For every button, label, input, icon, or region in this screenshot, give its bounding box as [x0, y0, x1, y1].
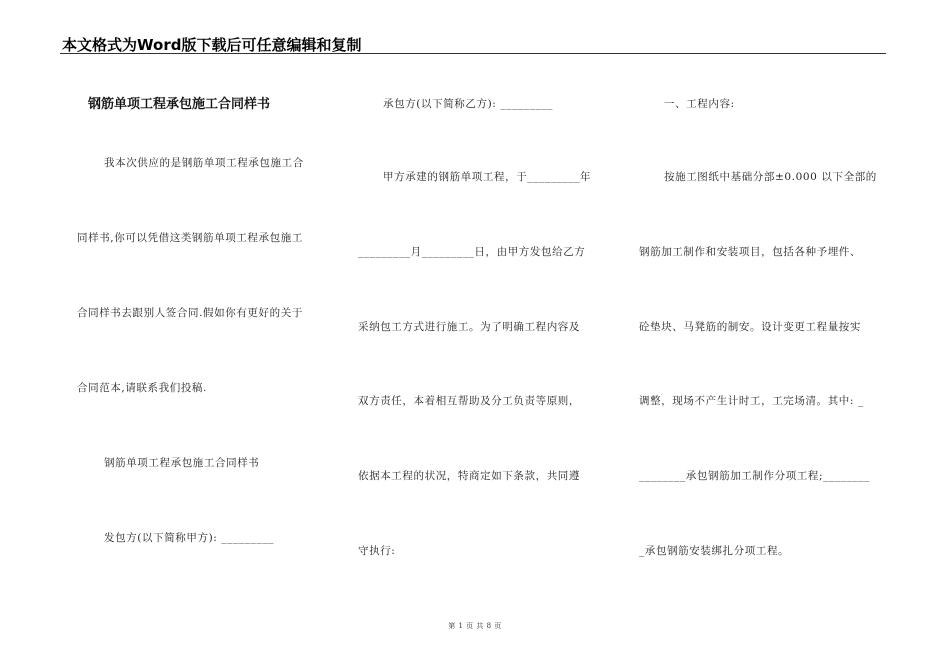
paragraph-line: _承包钢筋安装绑扎分项工程。	[639, 545, 790, 557]
paragraph-line: 合同样书去跟别人签合同.假如你有更好的关于	[77, 307, 303, 319]
paragraph-line: 甲方承建的钢筋单项工程，于_________年	[383, 171, 592, 183]
document-title: 钢筋单项工程承包施工合同样书	[88, 97, 271, 112]
paragraph-line: 按施工图纸中基础分部±0.000 以下全部的	[664, 171, 877, 183]
paragraph-line: 依据本工程的状况，特商定如下条款，共同遵	[358, 470, 580, 482]
paragraph-line: _________月_________日，由甲方发包给乙方	[358, 246, 586, 258]
paragraph-line: 发包方(以下简称甲方): _________	[104, 532, 275, 544]
paragraph-line: 同样书,你可以凭借这类钢筋单项工程承包施工	[77, 232, 303, 244]
paragraph-line: 合同范本,请联系我们投稿.	[77, 382, 207, 394]
paragraph-line: 钢筋加工制作和安装项目，包括各种予埋件、	[639, 246, 861, 258]
paragraph-line: 采纳包工方式进行施工。为了明确工程内容及	[358, 321, 580, 333]
paragraph-line: 钢筋单项工程承包施工合同样书	[104, 457, 260, 469]
paragraph-line: 我本次供应的是钢筋单项工程承包施工合	[104, 157, 304, 169]
paragraph-line: ________承包钢筋加工制作分项工程;________	[639, 470, 870, 482]
page-number: 第 1 页 共 8 页	[448, 622, 502, 630]
header-divider	[60, 53, 886, 54]
paragraph-line: 守执行:	[358, 545, 396, 557]
header-title: 本文格式为Word版下载后可任意编辑和复制	[62, 36, 362, 54]
paragraph-line: 双方责任，本着相互帮助及分工负责等原则，	[358, 395, 580, 407]
paragraph-line: 砼垫块、马凳筋的制安。设计变更工程量按实	[639, 321, 861, 333]
paragraph-line: 承包方(以下简称乙方): _________	[383, 98, 554, 110]
paragraph-line: 调整，现场不产生计时工，工完场清。其中: _	[639, 395, 864, 407]
paragraph-line: 一、工程内容:	[664, 98, 735, 110]
